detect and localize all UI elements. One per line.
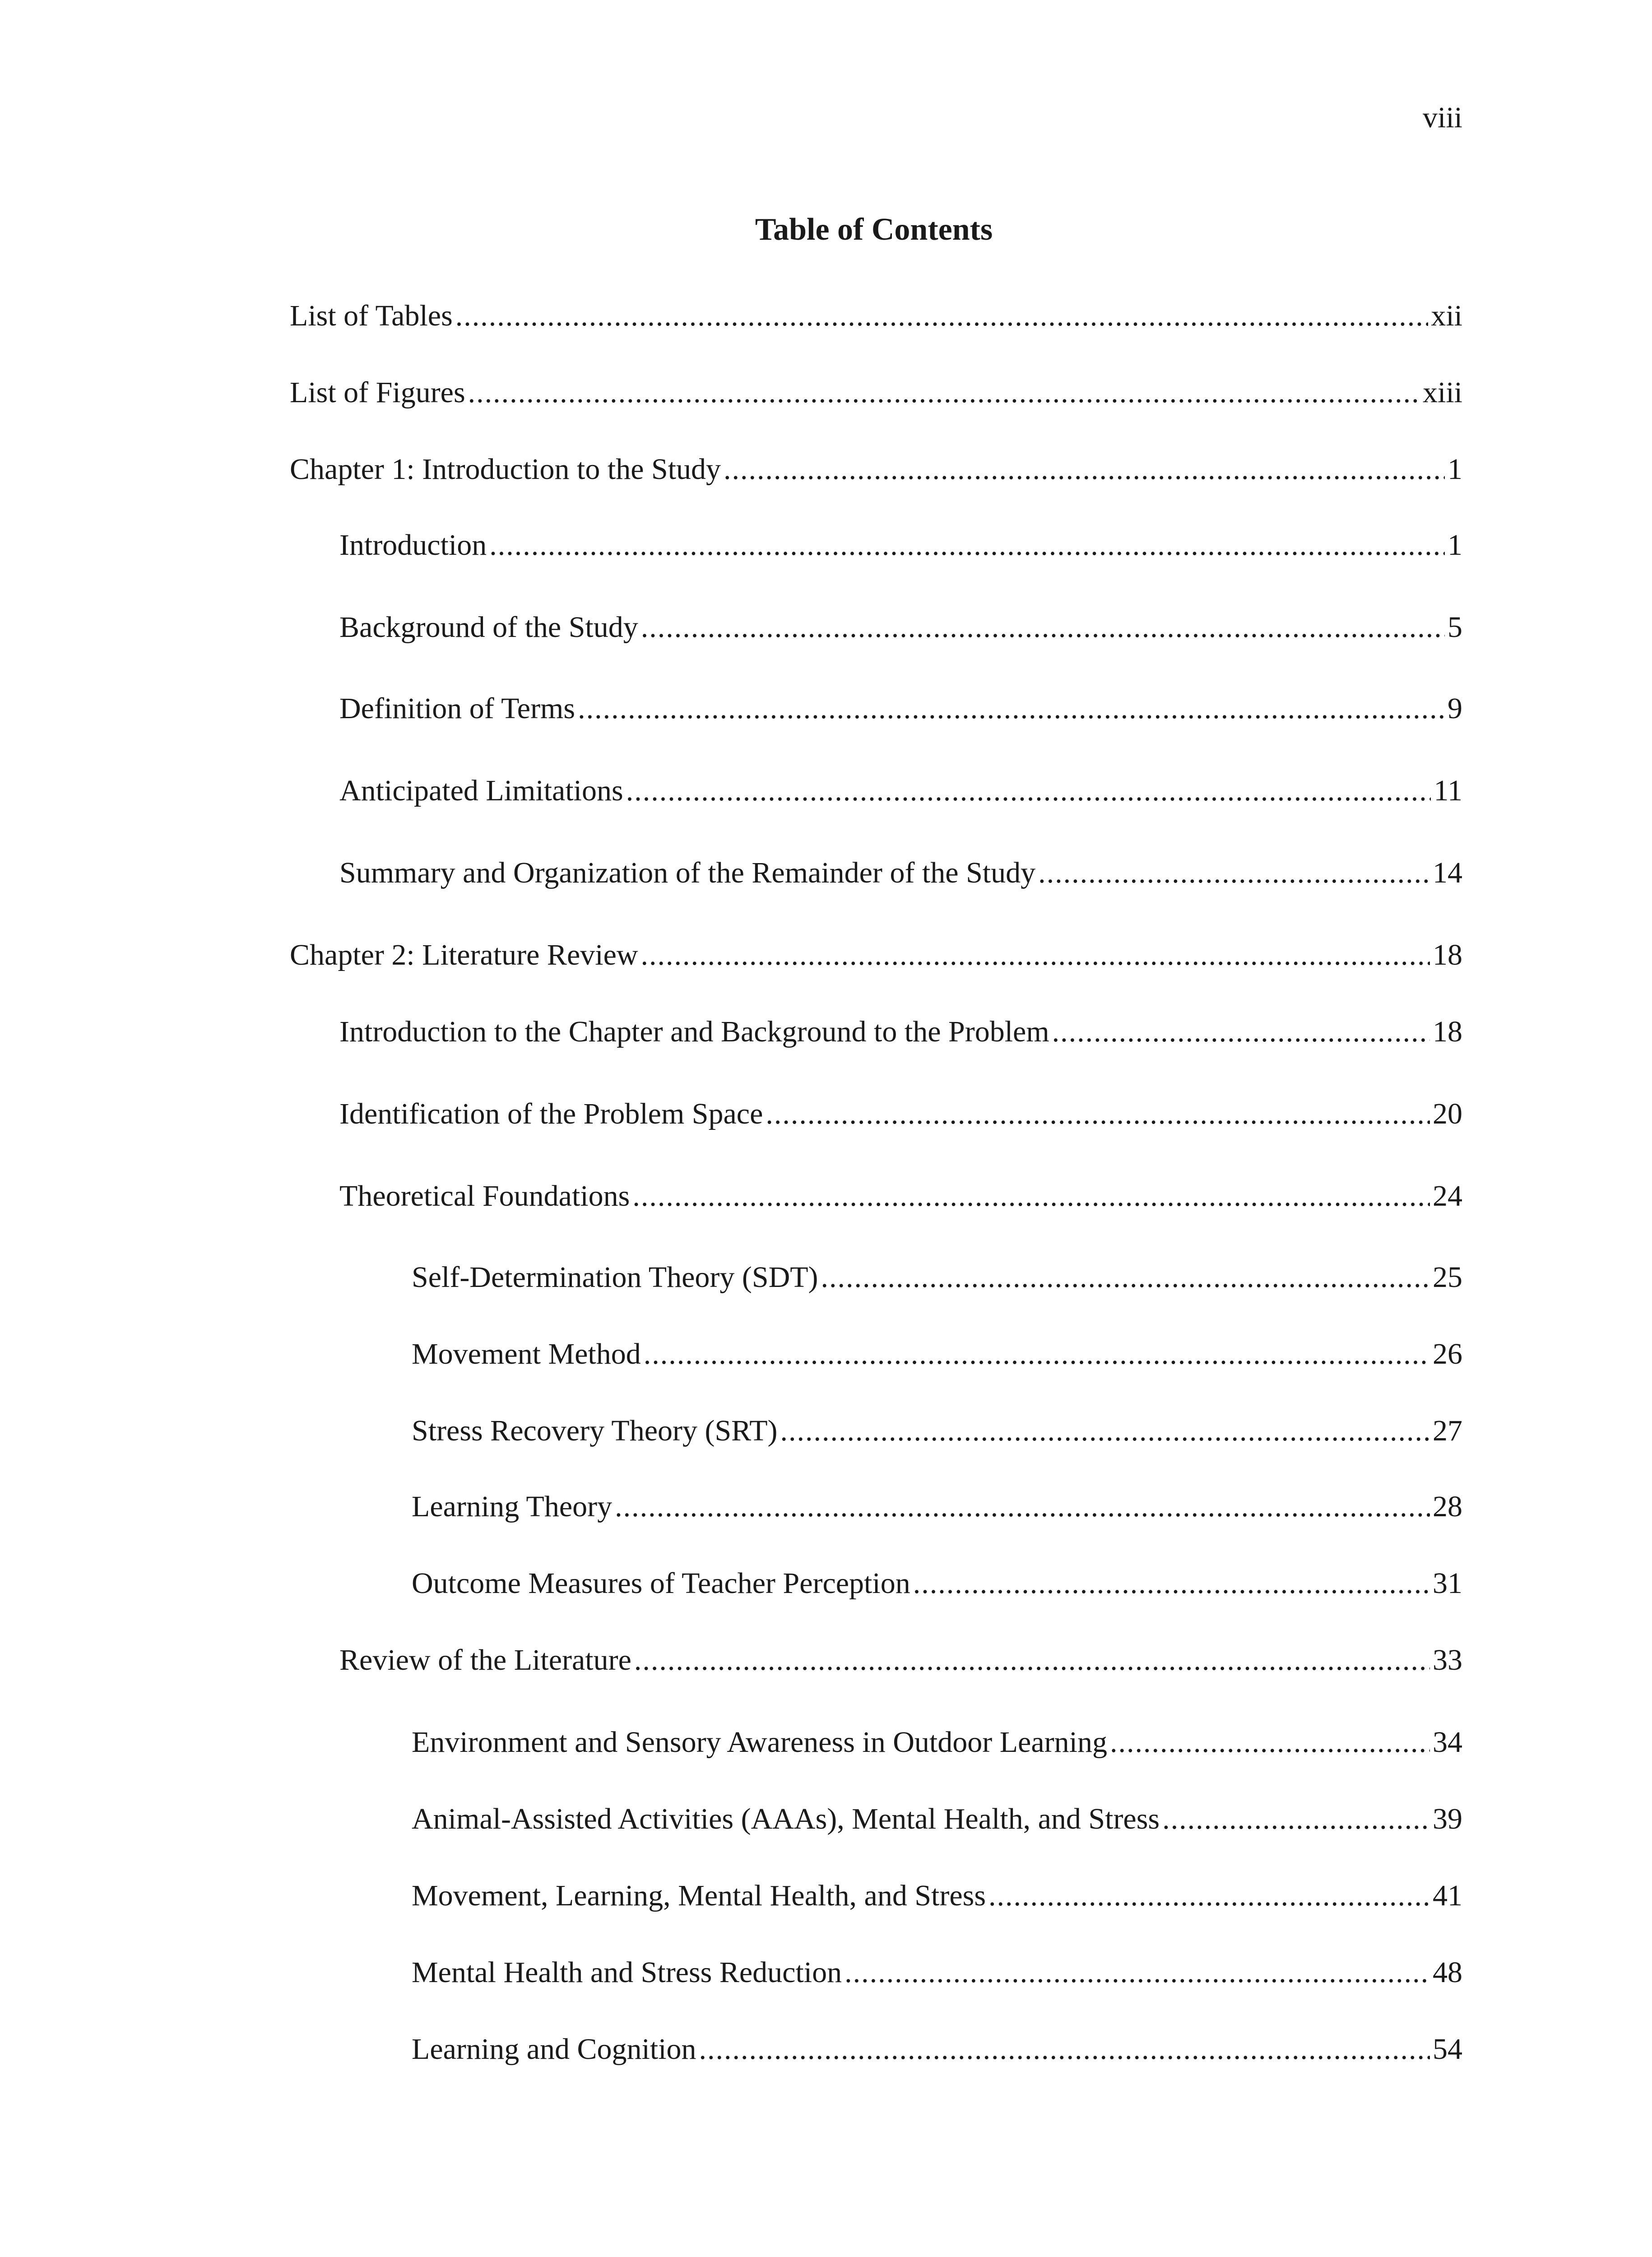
toc-entry-label: Self-Determination Theory (SDT): [412, 1261, 818, 1294]
dot-leader: [780, 1413, 1430, 1449]
toc-entry-page: 14: [1433, 856, 1462, 889]
toc-entry-animal-assisted-activities: [412, 1801, 1462, 1837]
toc-entry-page: xiii: [1422, 376, 1462, 409]
toc-entry-page: 9: [1448, 692, 1462, 725]
toc-entry-label: Environment and Sensory Awareness in Outdoor Learning: [412, 1726, 1107, 1759]
dot-leader: [724, 451, 1445, 487]
toc-entry-anticipated-limitations: [339, 773, 1462, 808]
dot-leader: [615, 1489, 1430, 1524]
dot-leader: [641, 937, 1430, 973]
toc-entry-page: 39: [1433, 1802, 1462, 1835]
toc-entry-background: [339, 609, 1462, 645]
toc-entry-review-of-literature: [339, 1642, 1462, 1678]
dot-leader: [634, 1642, 1430, 1678]
toc-entry-self-determination-theory: [412, 1259, 1462, 1295]
page-number: viii: [1422, 101, 1462, 134]
toc-entry-label: Introduction to the Chapter and Background to the Problem: [339, 1015, 1049, 1048]
toc-entry-page: 54: [1433, 2033, 1462, 2066]
toc-entry-theoretical-foundations: [339, 1178, 1462, 1214]
toc-entry-label: Chapter 2: Literature Review: [290, 938, 638, 971]
dot-leader: [1052, 1014, 1430, 1050]
toc-entry-page: 5: [1448, 611, 1462, 644]
toc-entry-page: 25: [1433, 1261, 1462, 1294]
dot-leader: [821, 1259, 1430, 1295]
toc-entry-label: Anticipated Limitations: [339, 774, 623, 807]
toc-entry-page: 18: [1433, 1015, 1462, 1048]
toc-entry-page: 18: [1433, 938, 1462, 971]
dot-leader: [632, 1178, 1430, 1214]
toc-entry-page: 1: [1448, 453, 1462, 486]
dot-leader: [1162, 1801, 1430, 1837]
toc-entry-chapter-2: [290, 937, 1462, 973]
toc-entry-label: List of Tables: [290, 299, 453, 332]
toc-entry-page: 1: [1448, 529, 1462, 562]
dot-leader: [644, 1336, 1430, 1372]
toc-entry-page: 48: [1433, 1956, 1462, 1989]
dot-leader: [845, 1955, 1430, 1990]
toc-entry-learning-and-cognition: [412, 2031, 1462, 2067]
toc-entry-introduction-to-chapter: [339, 1014, 1462, 1050]
toc-entry-page: 20: [1433, 1097, 1462, 1130]
toc-entry-label: Movement Method: [412, 1337, 641, 1370]
toc-entry-label: Movement, Learning, Mental Health, and Stress: [412, 1879, 986, 1912]
toc-entry-page: 11: [1434, 774, 1462, 807]
toc-entry-stress-recovery-theory: [412, 1413, 1462, 1449]
toc-entry-label: Background of the Study: [339, 611, 638, 644]
toc-entry-label: Summary and Organization of the Remainder of the Study: [339, 856, 1036, 889]
toc-entry-definition-of-terms: [339, 691, 1462, 726]
toc-entry-chapter-1: [290, 451, 1462, 487]
dot-leader: [626, 773, 1431, 808]
toc-entry-label: Stress Recovery Theory (SRT): [412, 1414, 778, 1447]
toc-entry-list-of-tables: [290, 298, 1462, 334]
toc-entry-movement-learning-mental-health: [412, 1878, 1462, 1913]
toc-entry-label: Definition of Terms: [339, 692, 575, 725]
toc-entry-identification-of-problem-space: [339, 1096, 1462, 1132]
dot-leader: [913, 1565, 1430, 1601]
toc-entry-page: 24: [1433, 1180, 1462, 1212]
dot-leader: [699, 2031, 1430, 2067]
dot-leader: [766, 1096, 1430, 1132]
toc-entry-label: Chapter 1: Introduction to the Study: [290, 453, 721, 486]
toc-entry-label: Learning Theory: [412, 1490, 613, 1523]
toc-entry-movement-method: [412, 1336, 1462, 1372]
dot-leader: [1110, 1724, 1430, 1760]
toc-entry-page: 28: [1433, 1490, 1462, 1523]
toc-entry-page: 33: [1433, 1644, 1462, 1676]
toc-entry-mental-health-and-stress-reduction: [412, 1955, 1462, 1990]
dot-leader: [468, 375, 1420, 410]
toc-entry-page: 27: [1433, 1414, 1462, 1447]
toc-title: Table of Contents: [755, 212, 993, 247]
toc-entry-label: Learning and Cognition: [412, 2033, 696, 2066]
dot-leader: [489, 527, 1445, 563]
toc-entry-learning-theory: [412, 1489, 1462, 1524]
dot-leader: [578, 691, 1445, 726]
toc-entry-label: Review of the Literature: [339, 1644, 631, 1676]
toc-entry-label: Animal-Assisted Activities (AAAs), Mental Health, and Stress: [412, 1802, 1160, 1835]
toc-entry-page: xii: [1431, 299, 1462, 332]
toc-entry-list-of-figures: [290, 375, 1462, 410]
toc-entry-label: Introduction: [339, 529, 487, 562]
toc-entry-label: Outcome Measures of Teacher Perception: [412, 1567, 910, 1600]
toc-entry-introduction: [339, 527, 1462, 563]
dot-leader: [455, 298, 1429, 334]
toc-entry-summary-and-organization: [339, 855, 1462, 891]
toc-entry-label: Identification of the Problem Space: [339, 1097, 763, 1130]
toc-entry-page: 34: [1433, 1726, 1462, 1759]
toc-entry-environment-and-sensory-awareness: [412, 1724, 1462, 1760]
dot-leader: [988, 1878, 1430, 1913]
toc-entry-page: 31: [1433, 1567, 1462, 1600]
toc-entry-label: List of Figures: [290, 376, 465, 409]
toc-entry-page: 41: [1433, 1879, 1462, 1912]
toc-entry-label: Mental Health and Stress Reduction: [412, 1956, 842, 1989]
dot-leader: [641, 609, 1445, 645]
toc-entry-page: 26: [1433, 1337, 1462, 1370]
dot-leader: [1038, 855, 1430, 891]
toc-entry-label: Theoretical Foundations: [339, 1180, 630, 1212]
toc-entry-outcome-measures: [412, 1565, 1462, 1601]
